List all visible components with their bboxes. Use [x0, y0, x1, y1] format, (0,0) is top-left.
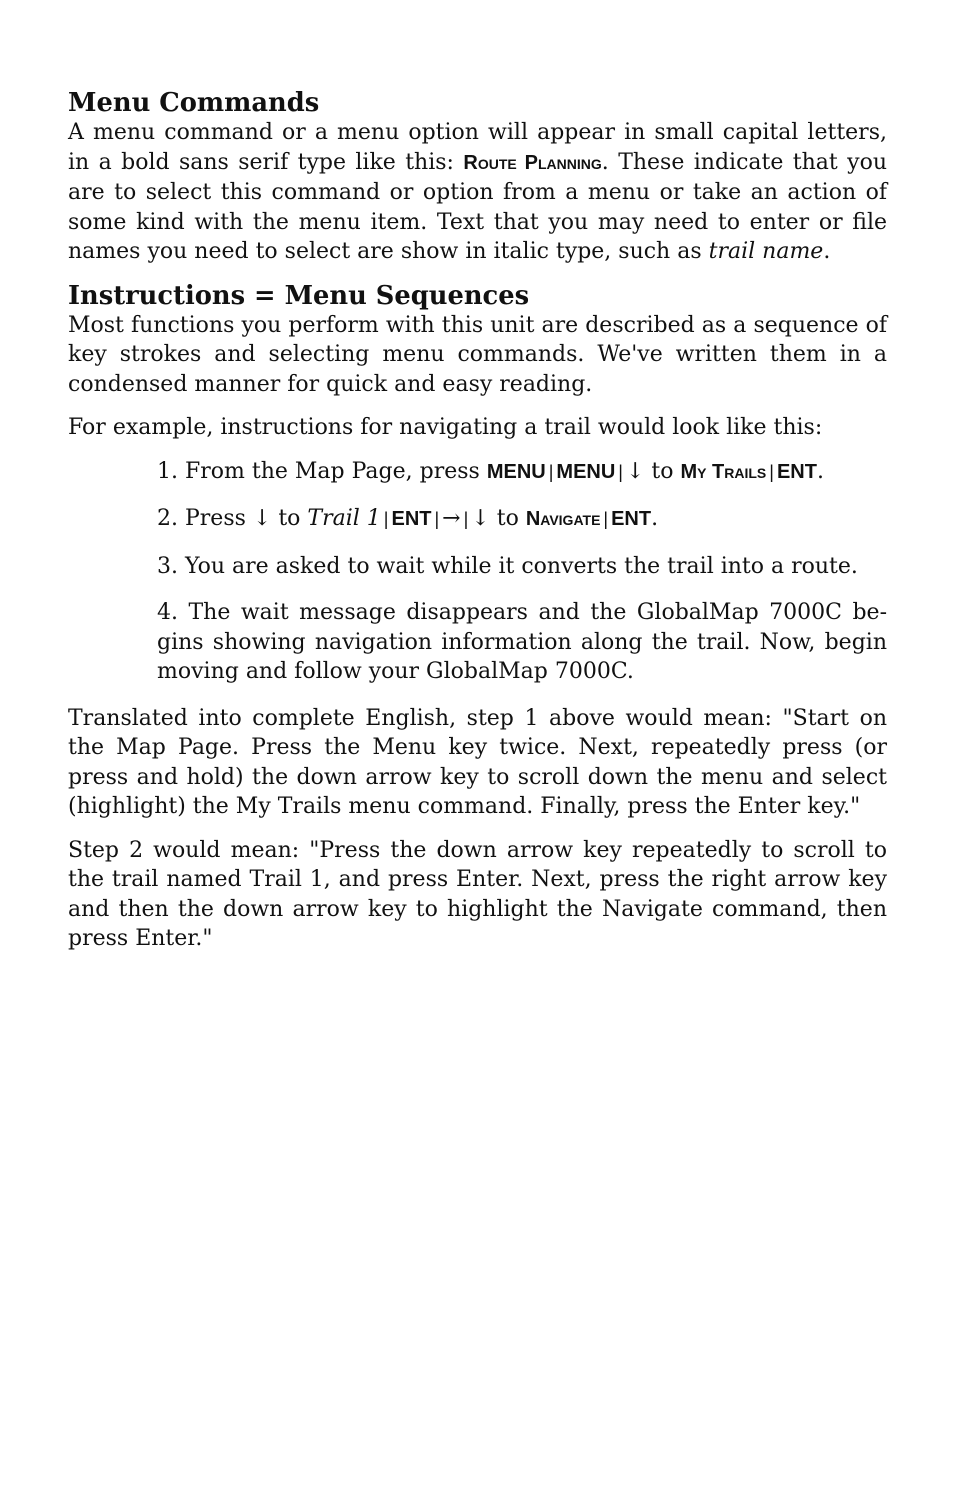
step-1	[157, 457, 887, 488]
down-arrow-icon: ↓	[471, 506, 490, 531]
key-ent: ENT	[611, 508, 652, 530]
down-arrow-icon: ↓	[252, 506, 272, 531]
separator: |	[548, 461, 554, 482]
separator: |	[769, 461, 774, 482]
text-segment: A menu command or a menu option will appear in small capital letters, in a bold sans serif type like this:	[68, 120, 887, 175]
down-arrow-icon: ↓	[625, 458, 645, 484]
manual-page	[68, 88, 887, 968]
separator: |	[463, 509, 469, 529]
menu-commands-paragraph	[68, 118, 887, 267]
example-intro-paragraph: For example, instructions for navigating a trail would look like this:	[68, 415, 823, 440]
trail-name-italic: Trail 1	[307, 506, 381, 531]
separator: |	[383, 509, 389, 529]
step-3: 3. You are asked to wait while it converts the trail into a route.	[157, 553, 858, 579]
step-text: 2. Press	[157, 506, 253, 531]
instructions-paragraph: Most functions you perform with this unit are described as a sequence of key strokes and selecting menu commands. We've written them in a condensed manner for quick and easy reading.	[68, 312, 887, 397]
separator: |	[603, 509, 609, 529]
step-1-explanation: Translated into complete English, step 1 above would mean: "Start on the Map Page. Press the Menu key twice. Next, repeatedly press (or press and hold) the down arrow key to scroll down the menu and select (highlight) the My Trails menu command. Finally, press the Enter key."	[68, 705, 887, 819]
step-text: 1. From the Map Page, press	[157, 458, 487, 484]
step-text: to	[644, 458, 681, 484]
separator: |	[434, 509, 440, 529]
step-text: to	[489, 506, 526, 531]
step-text: to	[271, 506, 308, 531]
text-segment: . These indicate that you are to select this command or option from a menu or take an action of some kind with the menu item. Text that you may need to enter or file names you need to select are show in italic type, such as	[68, 149, 887, 264]
text-segment: .	[823, 239, 831, 264]
key-ent: ENT	[776, 460, 817, 483]
right-arrow-icon: →	[442, 506, 461, 531]
key-ent: ENT	[391, 508, 432, 530]
example-menu-command: Route Planning	[463, 151, 602, 174]
example-italic-text: trail name	[708, 239, 824, 264]
menu-command-navigate: Navigate	[525, 508, 601, 530]
step-2	[157, 504, 887, 535]
key-menu: MENU	[486, 460, 546, 483]
menu-command-my-trails: My Trails	[680, 460, 767, 483]
section-heading-instructions: Instructions = Menu Sequences	[68, 280, 530, 311]
separator: |	[618, 461, 623, 482]
step-text: .	[816, 458, 824, 484]
step-4: 4. The wait message disappears and the GlobalMap 7000C be-gins showing navigation information along the trail. Now, begin moving and follow your GlobalMap 7000C.	[157, 600, 887, 684]
step-2-explanation: Step 2 would mean: "Press the down arrow key repeatedly to scroll to the trail named Trail 1, and press Enter. Next, press the right arrow key and then the down arrow key to highlight the Navigate command, then press Enter."	[68, 837, 887, 951]
key-menu: MENU	[556, 460, 616, 483]
section-heading-menu-commands: Menu Commands	[68, 88, 320, 118]
step-text: .	[651, 506, 659, 531]
